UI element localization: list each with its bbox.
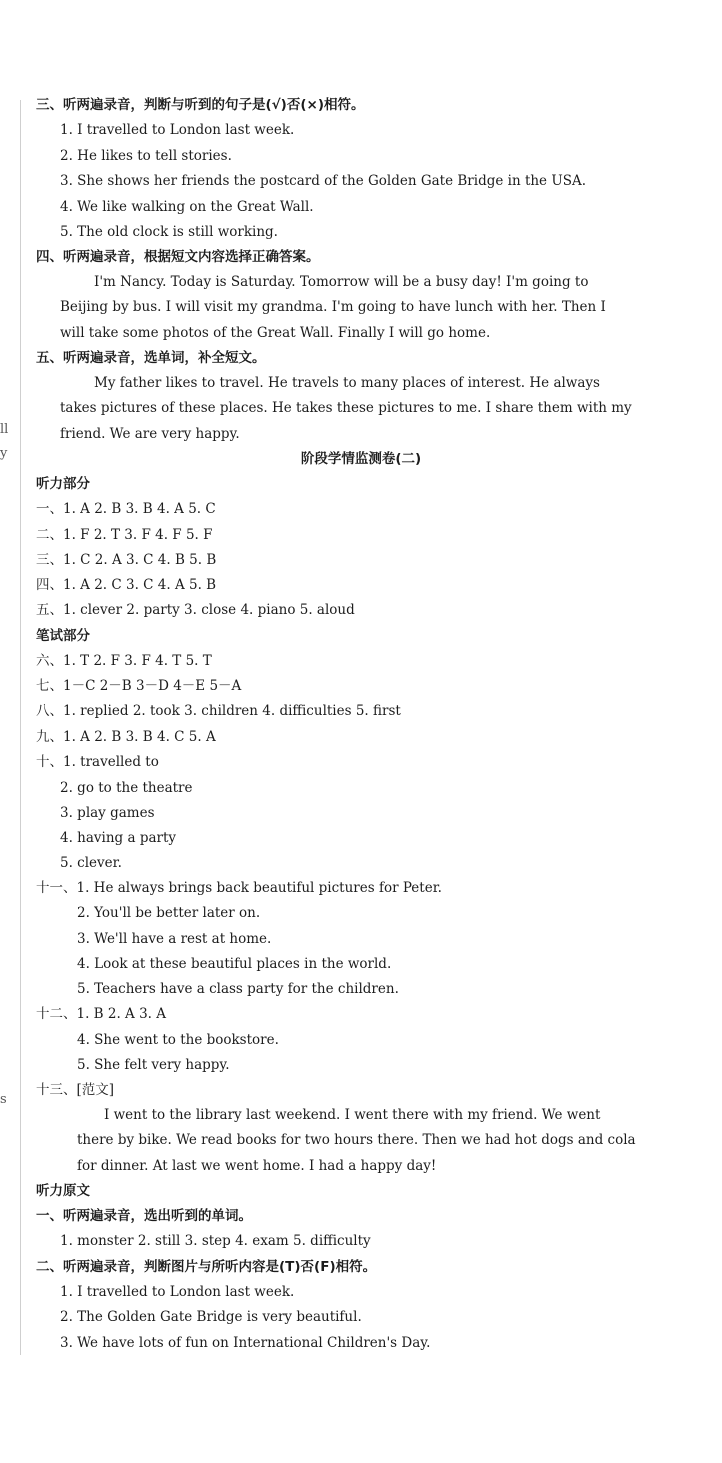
essay-line: there by bike. We read books for two hours there. Then we had hot dogs and cola xyxy=(77,1132,636,1148)
answer-row: 5. Teachers have a class party for the children. xyxy=(77,981,399,997)
part-heading: 笔试部分 xyxy=(36,628,90,644)
answer-row: 六、1. T 2. F 3. F 4. T 5. T xyxy=(36,653,212,669)
section-heading: 三、听两遍录音，判断与听到的句子是(√)否(×)相符。 xyxy=(36,97,365,113)
answer-row: 4. having a party xyxy=(60,830,177,846)
section-heading: 二、听两遍录音，判断图片与所听内容是(T)否(F)相符。 xyxy=(36,1259,377,1275)
script-item: 1. I travelled to London last week. xyxy=(60,1284,295,1300)
script-item: 2. The Golden Gate Bridge is very beautiful. xyxy=(60,1309,362,1325)
answer-row: 七、1－C 2－B 3－D 4－E 5－A xyxy=(36,678,242,694)
answer-row: 5. She felt very happy. xyxy=(77,1057,230,1073)
section-heading: 一、听两遍录音，选出听到的单词。 xyxy=(36,1208,252,1224)
script-item: 1. monster 2. still 3. step 4. exam 5. difficulty xyxy=(60,1233,371,1249)
test-title: 阶段学情监测卷(二) xyxy=(300,451,422,467)
answer-row: 4. She went to the bookstore. xyxy=(77,1032,279,1048)
answer-row: 九、1. A 2. B 3. B 4. C 5. A xyxy=(36,729,216,745)
answer-row: 三、1. C 2. A 3. C 4. B 5. B xyxy=(36,552,217,568)
answer-row: 2. You'll be better later on. xyxy=(77,905,261,921)
margin-fragment: s xyxy=(0,1092,7,1107)
answer-row: 十三、[范文] xyxy=(36,1082,115,1098)
answer-row: 十二、1. B 2. A 3. A xyxy=(36,1006,167,1022)
script-item: 2. He likes to tell stories. xyxy=(60,148,232,164)
script-item: 5. The old clock is still working. xyxy=(60,224,278,240)
script-item: 1. I travelled to London last week. xyxy=(60,122,295,138)
passage-line: will take some photos of the Great Wall. Finally I will go home. xyxy=(60,325,491,341)
passage-line: My father likes to travel. He travels to many places of interest. He always xyxy=(94,375,600,391)
answer-row: 二、1. F 2. T 3. F 4. F 5. F xyxy=(36,527,213,543)
section-heading: 四、听两遍录音，根据短文内容选择正确答案。 xyxy=(36,249,320,265)
section-heading: 五、听两遍录音，选单词，补全短文。 xyxy=(36,350,266,366)
answer-row: 四、1. A 2. C 3. C 4. A 5. B xyxy=(36,577,217,593)
script-item: 3. We have lots of fun on International Children's Day. xyxy=(60,1335,431,1351)
answer-row: 2. go to the theatre xyxy=(60,780,193,796)
part-heading: 听力原文 xyxy=(36,1183,90,1199)
passage-line: takes pictures of these places. He takes these pictures to me. I share them with my xyxy=(60,400,632,416)
answer-row: 八、1. replied 2. took 3. children 4. difficulties 5. first xyxy=(36,703,401,719)
answer-row: 4. Look at these beautiful places in the world. xyxy=(77,956,392,972)
passage-line: I'm Nancy. Today is Saturday. Tomorrow will be a busy day! I'm going to xyxy=(94,274,589,290)
script-item: 4. We like walking on the Great Wall. xyxy=(60,199,314,215)
part-heading: 听力部分 xyxy=(36,476,90,492)
answer-row: 5. clever. xyxy=(60,855,122,871)
script-item: 3. She shows her friends the postcard of the Golden Gate Bridge in the USA. xyxy=(60,173,587,189)
answer-row: 十、1. travelled to xyxy=(36,754,159,770)
answer-row: 3. We'll have a rest at home. xyxy=(77,931,272,947)
margin-rule xyxy=(20,100,21,1355)
answer-row: 十一、1. He always brings back beautiful pictures for Peter. xyxy=(36,880,442,896)
answer-row: 一、1. A 2. B 3. B 4. A 5. C xyxy=(36,501,216,517)
passage-line: Beijing by bus. I will visit my grandma. I'm going to have lunch with her. Then I xyxy=(60,299,606,315)
margin-fragment: y xyxy=(0,446,8,461)
margin-fragment: ll xyxy=(0,422,9,437)
essay-line: I went to the library last weekend. I went there with my friend. We went xyxy=(104,1107,601,1123)
answer-row: 五、1. clever 2. party 3. close 4. piano 5. aloud xyxy=(36,602,355,618)
answer-row: 3. play games xyxy=(60,805,155,821)
passage-line: friend. We are very happy. xyxy=(60,426,240,442)
essay-line: for dinner. At last we went home. I had a happy day! xyxy=(77,1158,437,1174)
